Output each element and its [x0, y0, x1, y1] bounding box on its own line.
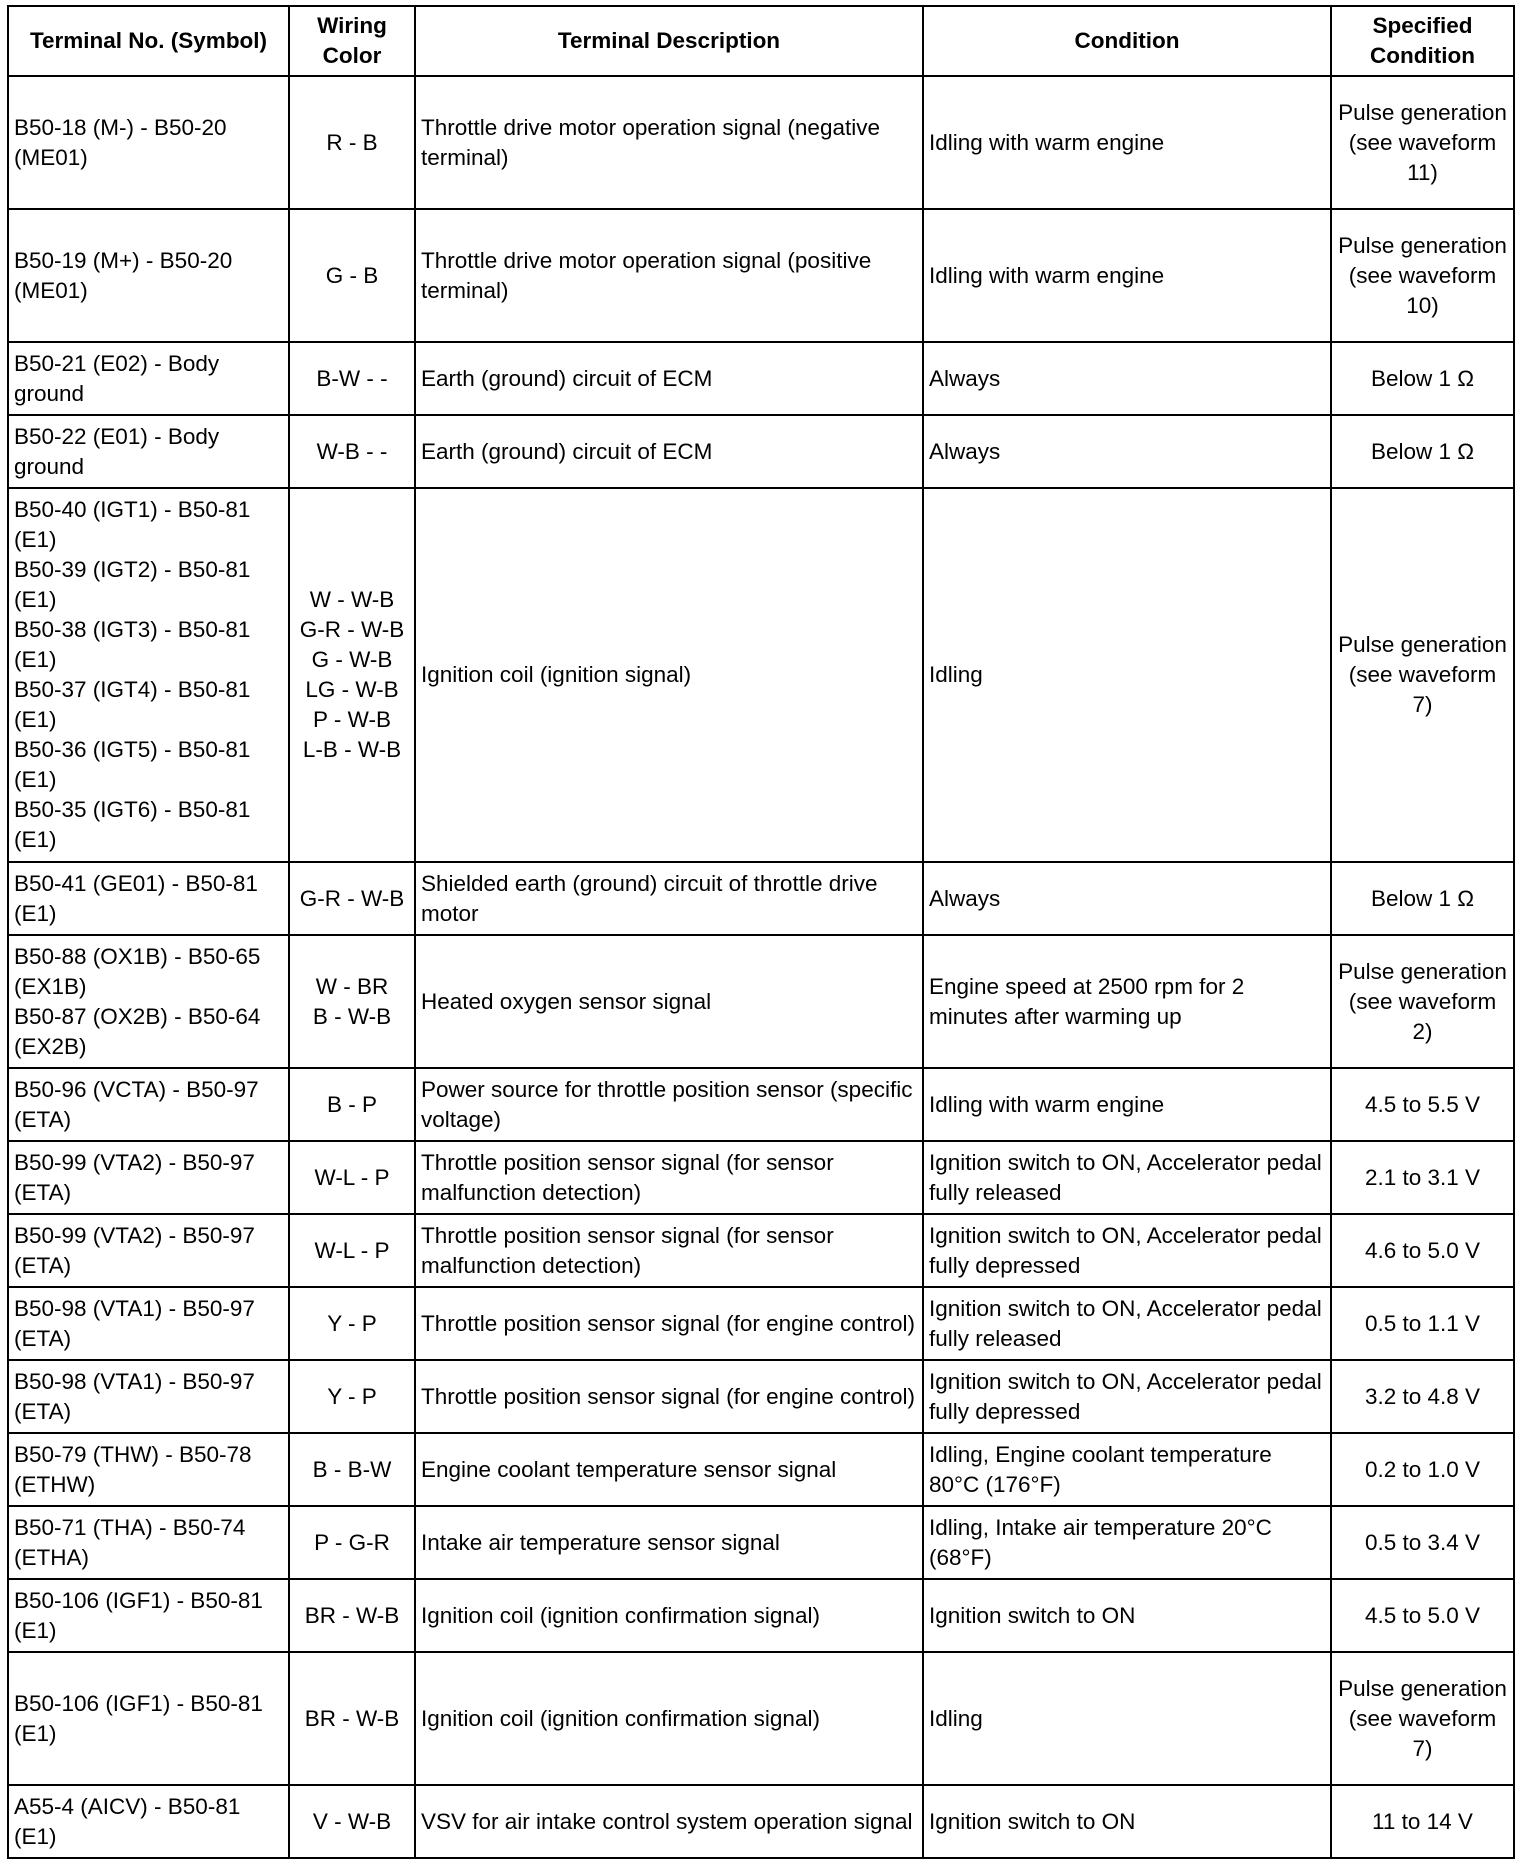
description-cell: Earth (ground) circuit of ECM [415, 342, 923, 415]
table-row [8, 1068, 1514, 1141]
specified-condition-cell: Pulse generation (see waveform 2) [1331, 935, 1514, 1068]
table-row [8, 342, 1514, 415]
terminal-cell: B50-98 (VTA1) - B50-97 (ETA) [8, 1360, 289, 1433]
table-row [8, 1652, 1514, 1785]
terminal-cell: A55-4 (AICV) - B50-81 (E1) [8, 1785, 289, 1858]
terminal-cell: B50-18 (M-) - B50-20 (ME01) [8, 76, 289, 209]
wiring-color-cell: Y - P [289, 1287, 415, 1360]
table-row [8, 1433, 1514, 1506]
wiring-color-cell: P - G-R [289, 1506, 415, 1579]
description-cell: Throttle position sensor signal (for sensor malfunction detection) [415, 1214, 923, 1287]
header-specified-condition: Specified Condition [1331, 6, 1514, 76]
header-row [8, 6, 1514, 76]
specified-condition-cell: Below 1 Ω [1331, 862, 1514, 935]
wiring-color-cell: B - B-W [289, 1433, 415, 1506]
description-cell: Power source for throttle position sensor (specific voltage) [415, 1068, 923, 1141]
description-cell: Heated oxygen sensor signal [415, 935, 923, 1068]
condition-cell: Idling with warm engine [923, 76, 1331, 209]
condition-cell: Ignition switch to ON, Accelerator pedal fully released [923, 1287, 1331, 1360]
condition-cell: Ignition switch to ON [923, 1579, 1331, 1652]
wiring-color-cell: W-L - P [289, 1214, 415, 1287]
description-cell: Intake air temperature sensor signal [415, 1506, 923, 1579]
wiring-color-cell: BR - W-B [289, 1652, 415, 1785]
table-row [8, 1579, 1514, 1652]
table-row [8, 1287, 1514, 1360]
wiring-color-cell: W - W-B G-R - W-B G - W-B LG - W-B P - W-B L-B - W-B [289, 488, 415, 862]
table-row [8, 76, 1514, 209]
specified-condition-cell: 11 to 14 V [1331, 1785, 1514, 1858]
table-row [8, 488, 1514, 862]
terminal-cell: B50-41 (GE01) - B50-81 (E1) [8, 862, 289, 935]
description-cell: Ignition coil (ignition confirmation signal) [415, 1652, 923, 1785]
specified-condition-cell: Pulse generation (see waveform 11) [1331, 76, 1514, 209]
header-wiring-color: Wiring Color [289, 6, 415, 76]
wiring-color-cell: B-W - - [289, 342, 415, 415]
condition-cell: Always [923, 342, 1331, 415]
description-cell: Throttle position sensor signal (for sensor malfunction detection) [415, 1141, 923, 1214]
condition-cell: Always [923, 862, 1331, 935]
terminal-cell: B50-19 (M+) - B50-20 (ME01) [8, 209, 289, 342]
wiring-color-cell: Y - P [289, 1360, 415, 1433]
terminal-cell: B50-96 (VCTA) - B50-97 (ETA) [8, 1068, 289, 1141]
condition-cell: Always [923, 415, 1331, 488]
table-row [8, 1360, 1514, 1433]
description-cell: Throttle drive motor operation signal (negative terminal) [415, 76, 923, 209]
specified-condition-cell: Pulse generation (see waveform 10) [1331, 209, 1514, 342]
header-terminal-description: Terminal Description [415, 6, 923, 76]
description-cell: Throttle drive motor operation signal (positive terminal) [415, 209, 923, 342]
condition-cell: Ignition switch to ON [923, 1785, 1331, 1858]
table-row [8, 862, 1514, 935]
specified-condition-cell: Pulse generation (see waveform 7) [1331, 488, 1514, 862]
description-cell: Ignition coil (ignition signal) [415, 488, 923, 862]
table-row [8, 935, 1514, 1068]
wiring-color-cell: BR - W-B [289, 1579, 415, 1652]
description-cell: Throttle position sensor signal (for engine control) [415, 1360, 923, 1433]
header-condition: Condition [923, 6, 1331, 76]
table-row [8, 209, 1514, 342]
specified-condition-cell: 0.5 to 1.1 V [1331, 1287, 1514, 1360]
table-row [8, 1785, 1514, 1858]
description-cell: Earth (ground) circuit of ECM [415, 415, 923, 488]
condition-cell: Idling [923, 1652, 1331, 1785]
terminal-cell: B50-40 (IGT1) - B50-81 (E1) B50-39 (IGT2) - B50-81 (E1) B50-38 (IGT3) - B50-81 (E1) B50-37 (IGT4) - B50-81 (E1) B50-36 (IGT5) - B50-81 (E1) B50-35 (IGT6) - B50-81 (E1) [8, 488, 289, 862]
wiring-color-cell: G - B [289, 209, 415, 342]
specified-condition-cell: Below 1 Ω [1331, 342, 1514, 415]
terminal-spec-table [7, 5, 1515, 1859]
specified-condition-cell: 0.2 to 1.0 V [1331, 1433, 1514, 1506]
condition-cell: Ignition switch to ON, Accelerator pedal fully depressed [923, 1214, 1331, 1287]
specified-condition-cell: 2.1 to 3.1 V [1331, 1141, 1514, 1214]
wiring-color-cell: W - BR B - W-B [289, 935, 415, 1068]
condition-cell: Ignition switch to ON, Accelerator pedal fully depressed [923, 1360, 1331, 1433]
specified-condition-cell: Below 1 Ω [1331, 415, 1514, 488]
condition-cell: Idling with warm engine [923, 1068, 1331, 1141]
specified-condition-cell: 4.5 to 5.0 V [1331, 1579, 1514, 1652]
specified-condition-cell: 3.2 to 4.8 V [1331, 1360, 1514, 1433]
terminal-cell: B50-88 (OX1B) - B50-65 (EX1B) B50-87 (OX2B) - B50-64 (EX2B) [8, 935, 289, 1068]
specified-condition-cell: 0.5 to 3.4 V [1331, 1506, 1514, 1579]
condition-cell: Idling, Intake air temperature 20°C (68°F) [923, 1506, 1331, 1579]
description-cell: Shielded earth (ground) circuit of throttle drive motor [415, 862, 923, 935]
table-row [8, 1506, 1514, 1579]
condition-cell: Idling, Engine coolant temperature 80°C (176°F) [923, 1433, 1331, 1506]
wiring-color-cell: W-L - P [289, 1141, 415, 1214]
wiring-color-cell: W-B - - [289, 415, 415, 488]
header-terminal: Terminal No. (Symbol) [8, 6, 289, 76]
wiring-color-cell: R - B [289, 76, 415, 209]
description-cell: Engine coolant temperature sensor signal [415, 1433, 923, 1506]
table-row [8, 415, 1514, 488]
description-cell: Throttle position sensor signal (for engine control) [415, 1287, 923, 1360]
specified-condition-cell: Pulse generation (see waveform 7) [1331, 1652, 1514, 1785]
condition-cell: Idling [923, 488, 1331, 862]
terminal-cell: B50-99 (VTA2) - B50-97 (ETA) [8, 1214, 289, 1287]
wiring-color-cell: B - P [289, 1068, 415, 1141]
description-cell: Ignition coil (ignition confirmation signal) [415, 1579, 923, 1652]
condition-cell: Engine speed at 2500 rpm for 2 minutes after warming up [923, 935, 1331, 1068]
specified-condition-cell: 4.5 to 5.5 V [1331, 1068, 1514, 1141]
terminal-cell: B50-21 (E02) - Body ground [8, 342, 289, 415]
terminal-cell: B50-79 (THW) - B50-78 (ETHW) [8, 1433, 289, 1506]
terminal-cell: B50-98 (VTA1) - B50-97 (ETA) [8, 1287, 289, 1360]
condition-cell: Ignition switch to ON, Accelerator pedal fully released [923, 1141, 1331, 1214]
wiring-color-cell: G-R - W-B [289, 862, 415, 935]
terminal-cell: B50-71 (THA) - B50-74 (ETHA) [8, 1506, 289, 1579]
terminal-cell: B50-106 (IGF1) - B50-81 (E1) [8, 1652, 289, 1785]
specified-condition-cell: 4.6 to 5.0 V [1331, 1214, 1514, 1287]
terminal-cell: B50-22 (E01) - Body ground [8, 415, 289, 488]
terminal-cell: B50-106 (IGF1) - B50-81 (E1) [8, 1579, 289, 1652]
table-row [8, 1141, 1514, 1214]
table-row [8, 1214, 1514, 1287]
terminal-cell: B50-99 (VTA2) - B50-97 (ETA) [8, 1141, 289, 1214]
description-cell: VSV for air intake control system operation signal [415, 1785, 923, 1858]
wiring-color-cell: V - W-B [289, 1785, 415, 1858]
condition-cell: Idling with warm engine [923, 209, 1331, 342]
